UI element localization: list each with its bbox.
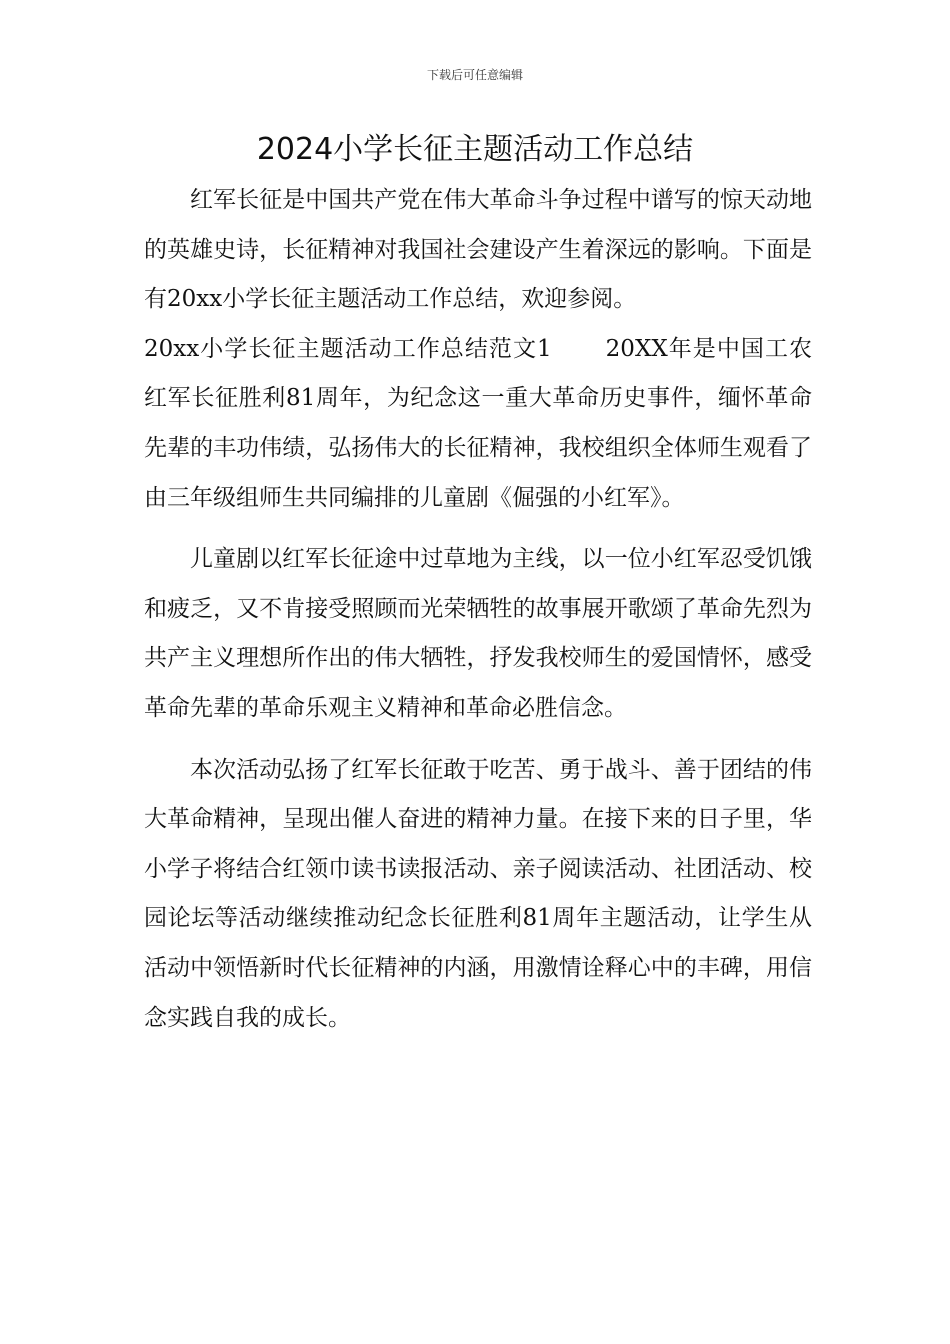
- paragraph-3: 本次活动弘扬了红军长征敢于吃苦、勇于战斗、善于团结的伟大革命精神，呈现出催人奋进的精神力量。在接下来的日子里，华小学子将结合红领巾读书读报活动、亲子阅读活动、社团活动、校园论坛等活动继续推动纪念长征胜利81周年主题活动，让学生从活动中领悟新时代长征精神的内涵，用激情诠释心中的丰碑，用信念实践自我的成长。: [144, 756, 812, 1031]
- section-heading: 20xx小学长征主题活动工作总结范文1: [144, 335, 552, 362]
- document-title: 2024小学长征主题活动工作总结: [256, 132, 694, 167]
- header-note: 下载后可任意编辑: [426, 68, 523, 82]
- document-body: [144, 176, 812, 1043]
- intro-paragraph: 红军长征是中国共产党在伟大革命斗争过程中谱写的惊天动地的英雄史诗，长征精神对我国社会建设产生着深远的影响。下面是有20xx小学长征主题活动工作总结，欢迎参阅。: [144, 187, 812, 313]
- section-paragraph: [144, 325, 812, 523]
- paragraph-2: 儿童剧以红军长征途中过草地为主线，以一位小红军忍受饥饿和疲乏，又不肯接受照顾而光荣牺牲的故事展开歌颂了革命先烈为共产主义理想所作出的伟大牺牲，抒发我校师生的爱国情怀，感受革命先辈的革命乐观主义精神和革命必胜信念。: [144, 546, 812, 721]
- section-text: 20XX年是中国工农红军长征胜利81周年，为纪念这一重大革命历史事件，缅怀革命先辈的丰功伟绩，弘扬伟大的长征精神，我校组织全体师生观看了由三年级组师生共同编排的儿童剧《倔强的小红军》。: [144, 335, 813, 511]
